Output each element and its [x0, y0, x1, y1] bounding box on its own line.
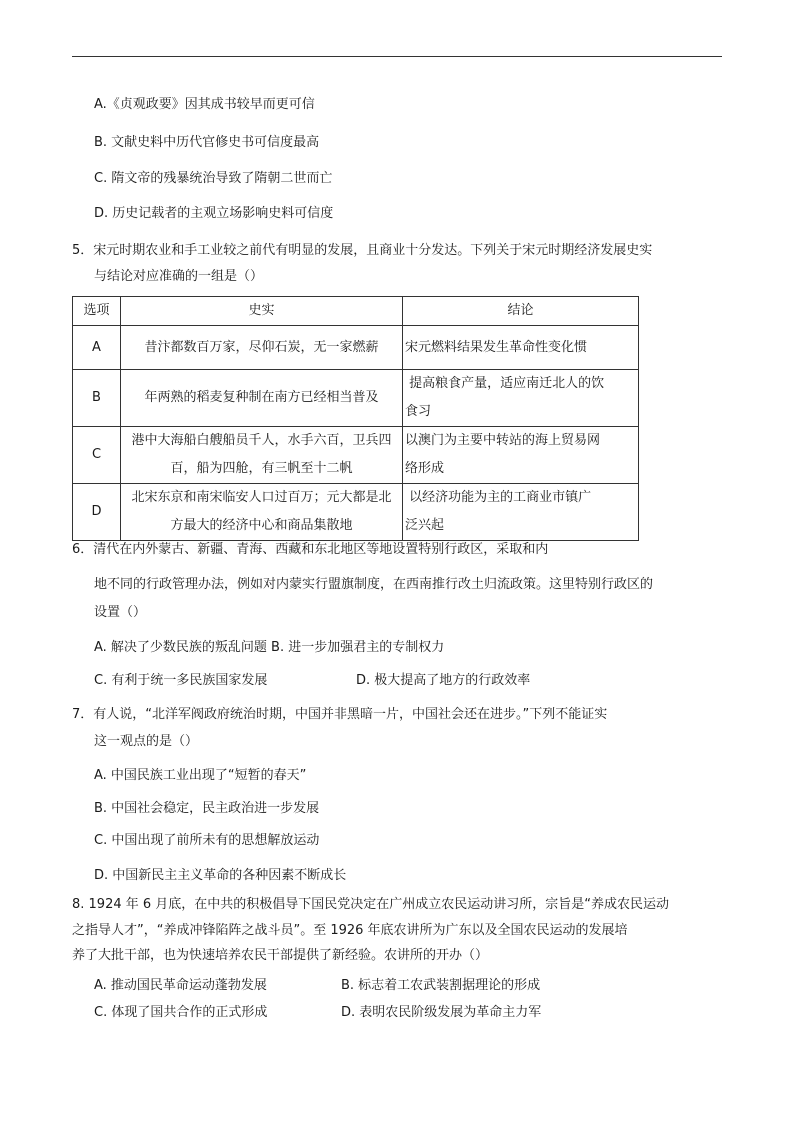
q5-table: [72, 296, 639, 541]
q5-stem-line-1: 5．宋元时期农业和手工业较之前代有明显的发展，且商业十分发达。下列关于宋元时期经济发展史实: [72, 243, 653, 258]
q6-stem-line-3: 设置（）: [94, 605, 147, 620]
header-fact: 史实: [121, 297, 403, 326]
row-conclusion: [403, 484, 639, 541]
header-conclusion: 结论: [403, 297, 639, 326]
q8-stem-line-1: 8. 1924 年 6 月底，在中共的积极倡导下国民党决定在广州成立农民运动讲习所，宗旨是“养成农民运动: [72, 897, 670, 912]
row-label: B: [73, 370, 121, 427]
q7-option-a[interactable]: A. 中国民族工业出现了“短暂的春天”: [94, 768, 307, 783]
q8-option-b[interactable]: B. 标志着工农武装割据理论的形成: [341, 978, 541, 993]
q8-option-d[interactable]: D. 表明农民阶级发展为革命主力军: [341, 1005, 542, 1020]
q7-stem-line-1: 7．有人说，“北洋军阀政府统治时期，中国并非黑暗一片，中国社会还在进步。”下列不能证实: [72, 707, 608, 722]
row-label: A: [73, 326, 121, 370]
table-row: [73, 326, 639, 370]
row-label: D: [73, 484, 121, 541]
q8-stem-line-3: 养了大批干部，也为快速培养农民干部提供了新经验。农讲所的开办（）: [72, 948, 489, 963]
conclusion-line: 络形成: [405, 461, 445, 476]
row-fact: [121, 370, 403, 427]
q4-option-b[interactable]: B. 文献史料中历代官修史书可信度最高: [94, 135, 320, 150]
table-row: [73, 484, 639, 541]
row-label: C: [73, 427, 121, 484]
q6-stem-line-2: 地不同的行政管理办法，例如对内蒙实行盟旗制度，在西南推行改土归流政策。这里特别行政区的: [94, 577, 654, 592]
fact-line: 昔汴都数百万家，尽仰石炭，无一家燃薪: [144, 339, 379, 355]
table-row: [73, 427, 639, 484]
fact-line: 北宋东京和南宋临安人口过百万；元大都是北: [131, 490, 392, 505]
table-header-row: [73, 297, 639, 326]
q4-option-c[interactable]: C. 隋文帝的残暴统治导致了隋朝二世而亡: [94, 171, 333, 186]
fact-line: 百，船为四舱，有三帆至十二帆: [170, 461, 353, 476]
conclusion-line: 提高粮食产量，适应南迁北人的饮: [405, 376, 605, 391]
fact-line: 港中大海船白艘船员千人，水手六百，卫兵四: [131, 433, 392, 448]
conclusion-line: 以经济功能为主的工商业市镇广: [405, 490, 592, 505]
conclusion-line: 食习: [405, 404, 432, 419]
q6-option-d[interactable]: D. 极大提高了地方的行政效率: [356, 673, 531, 688]
row-conclusion: [403, 326, 639, 370]
q6-option-ab[interactable]: A. 解决了少数民族的叛乱问题 B. 进一步加强君主的专制权力: [94, 640, 445, 655]
row-fact: [121, 427, 403, 484]
q8-option-c[interactable]: C. 体现了国共合作的正式形成: [94, 1005, 268, 1020]
conclusion-line: 宋元燃料结果发生革命性变化惯: [405, 339, 588, 355]
row-conclusion: [403, 370, 639, 427]
q7-option-b[interactable]: B. 中国社会稳定，民主政治进一步发展: [94, 801, 320, 816]
fact-line: 方最大的经济中心和商品集散地: [170, 518, 353, 533]
row-fact: [121, 484, 403, 541]
header-rule: [72, 56, 722, 57]
q7-stem-line-2: 这一观点的是（）: [94, 734, 199, 749]
q6-stem-line-1: 6．清代在内外蒙古、新疆、青海、西藏和东北地区等地设置特别行政区，采取和内: [72, 542, 549, 557]
table-row: [73, 370, 639, 427]
q6-option-c[interactable]: C. 有利于统一多民族国家发展: [94, 673, 268, 688]
row-fact: [121, 326, 403, 370]
q8-option-a[interactable]: A. 推动国民革命运动蓬勃发展: [94, 978, 267, 993]
q4-option-a[interactable]: A.《贞观政要》因其成书较早而更可信: [94, 97, 315, 112]
q7-option-c[interactable]: C. 中国出现了前所未有的思想解放运动: [94, 833, 320, 848]
header-option: 选项: [73, 297, 121, 326]
fact-line: 年两熟的稻麦复种制在南方已经相当普及: [144, 390, 379, 405]
conclusion-line: 以澳门为主要中转站的海上贸易网: [405, 433, 601, 448]
q7-option-d[interactable]: D. 中国新民主主义革命的各种因素不断成长: [94, 868, 347, 883]
conclusion-line: 泛兴起: [405, 518, 445, 533]
q8-stem-line-2: 之指导人才”，“养成冲锋陷阵之战斗员”。至 1926 年底农讲所为广东以及全国农民运动的发展培: [72, 923, 628, 938]
q4-option-d[interactable]: D. 历史记载者的主观立场影响史料可信度: [94, 206, 334, 221]
row-conclusion: [403, 427, 639, 484]
q5-stem-line-2: 与结论对应准确的一组是（）: [94, 269, 264, 284]
